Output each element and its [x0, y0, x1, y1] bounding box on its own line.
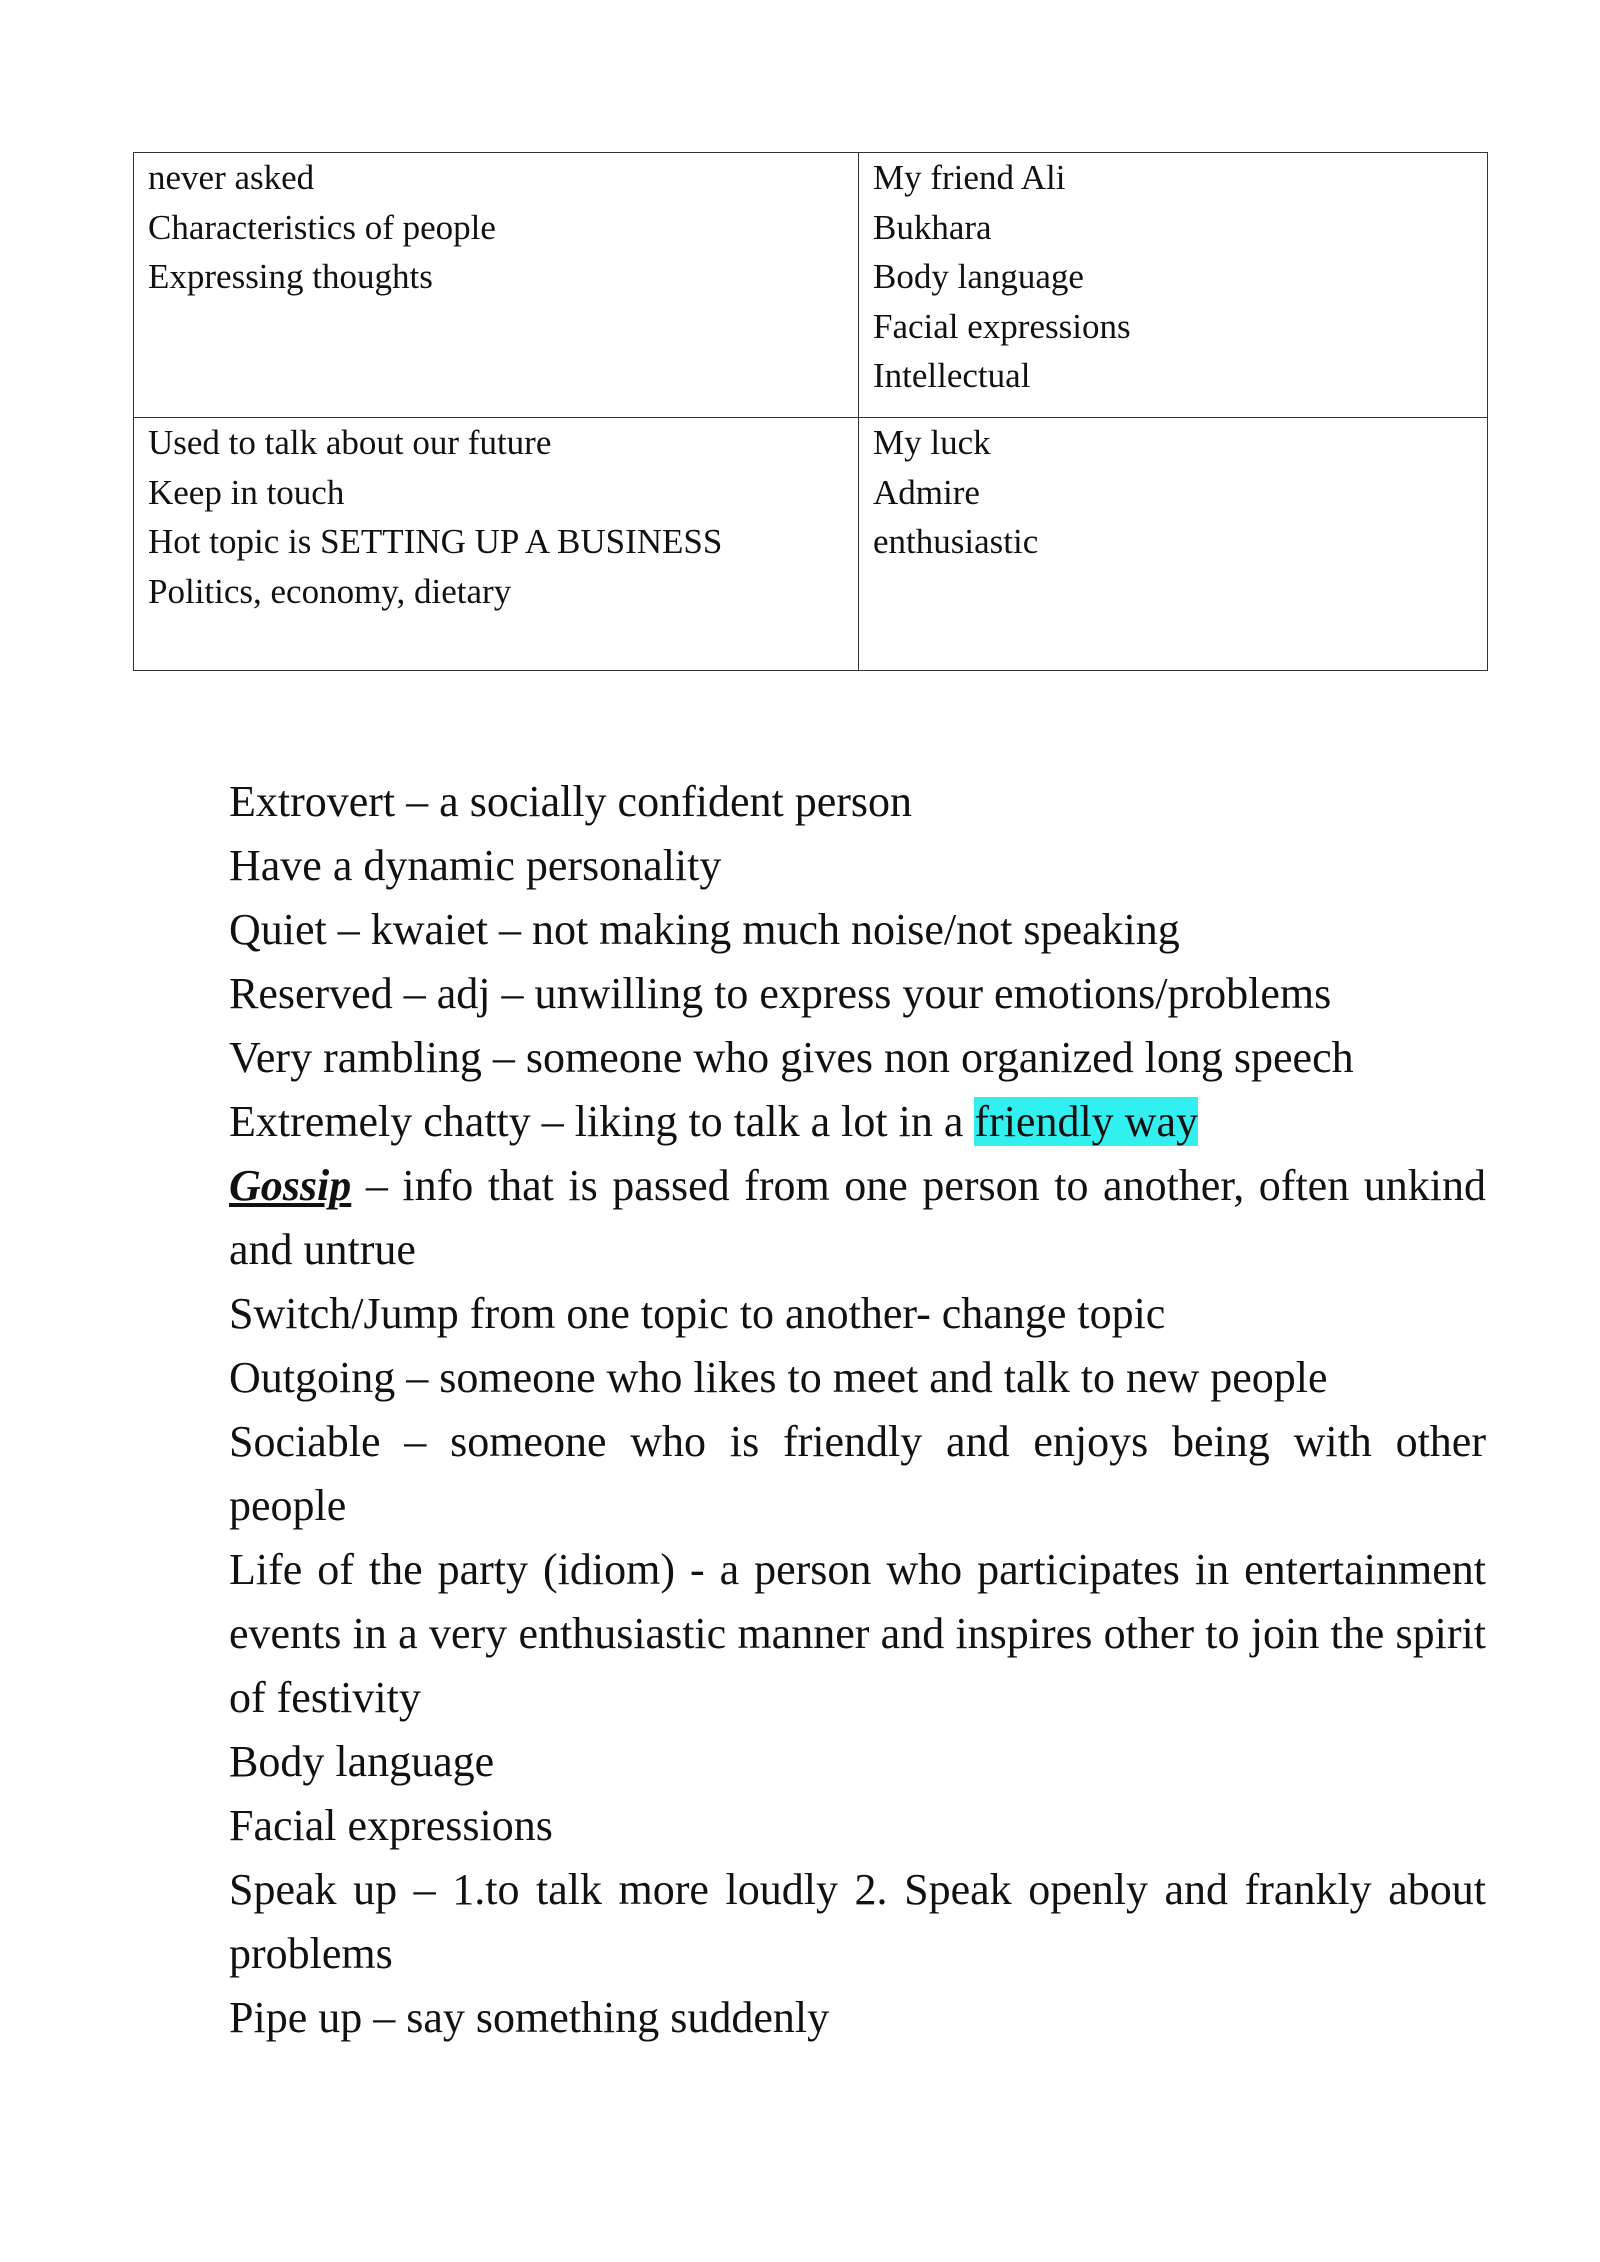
vocab-rambling: Very rambling – someone who gives non organized long speech [229, 1033, 1354, 1082]
table-cell-left [134, 418, 859, 671]
cell-line: Facial expressions [873, 306, 1131, 346]
table-cell-left [134, 153, 859, 418]
vocabulary-list [229, 770, 1486, 2050]
cell-line: enthusiastic [873, 522, 1039, 561]
gossip-term: Gossip [229, 1161, 352, 1210]
gossip-definition: – info that is passed from one person to another, often unkind and untrue [229, 1161, 1486, 1274]
highlighted-text: friendly way [974, 1097, 1198, 1146]
vocab-outgoing: Outgoing – someone who likes to meet and talk to new people [229, 1353, 1328, 1402]
table-row [134, 153, 1488, 418]
cell-line: Bukhara [873, 207, 992, 247]
cell-line: Body language [873, 257, 1084, 296]
vocab-sociable: Sociable – someone who is friendly and enjoys being with other people [229, 1417, 1486, 1530]
chatty-text: Extremely chatty – liking to talk a lot in a [229, 1097, 975, 1146]
vocab-dynamic-personality: Have a dynamic personality [229, 841, 722, 890]
cell-line: My luck [873, 423, 991, 462]
vocab-extrovert: Extrovert – a socially confident person [229, 777, 913, 826]
notes-table [133, 152, 1488, 671]
vocab-chatty [229, 1090, 1486, 1154]
cell-line: never asked [148, 158, 315, 197]
table-cell-right [859, 153, 1488, 418]
cell-line: Keep in touch [148, 472, 345, 512]
cell-line: My friend Ali [873, 158, 1066, 197]
cell-line: Admire [873, 472, 980, 512]
vocab-facial-expressions: Facial expressions [229, 1801, 553, 1850]
vocab-switch-topic: Switch/Jump from one topic to another- change topic [229, 1289, 1166, 1338]
vocab-body-language: Body language [229, 1737, 495, 1786]
cell-line: Hot topic is SETTING UP A BUSINESS [148, 522, 723, 561]
table-cell-right [859, 418, 1488, 671]
vocab-quiet: Quiet – kwaiet – not making much noise/not speaking [229, 905, 1180, 954]
vocab-speak-up: Speak up – 1.to talk more loudly 2. Speak openly and frankly about problems [229, 1865, 1486, 1978]
vocab-life-of-the-party: Life of the party (idiom) - a person who participates in entertainment events in a very enthusiastic manner and inspires other to join the spirit of festivity [229, 1545, 1486, 1722]
cell-line: Expressing thoughts [148, 257, 433, 296]
table-row [134, 418, 1488, 671]
vocab-pipe-up: Pipe up – say something suddenly [229, 1993, 830, 2042]
cell-line: Intellectual [873, 356, 1031, 395]
cell-line: Politics, economy, dietary [148, 571, 512, 611]
vocab-reserved: Reserved – adj – unwilling to express your emotions/problems [229, 969, 1332, 1018]
vocab-gossip [229, 1154, 1486, 1282]
cell-line: Characteristics of people [148, 207, 496, 247]
cell-line: Used to talk about our future [148, 423, 552, 462]
